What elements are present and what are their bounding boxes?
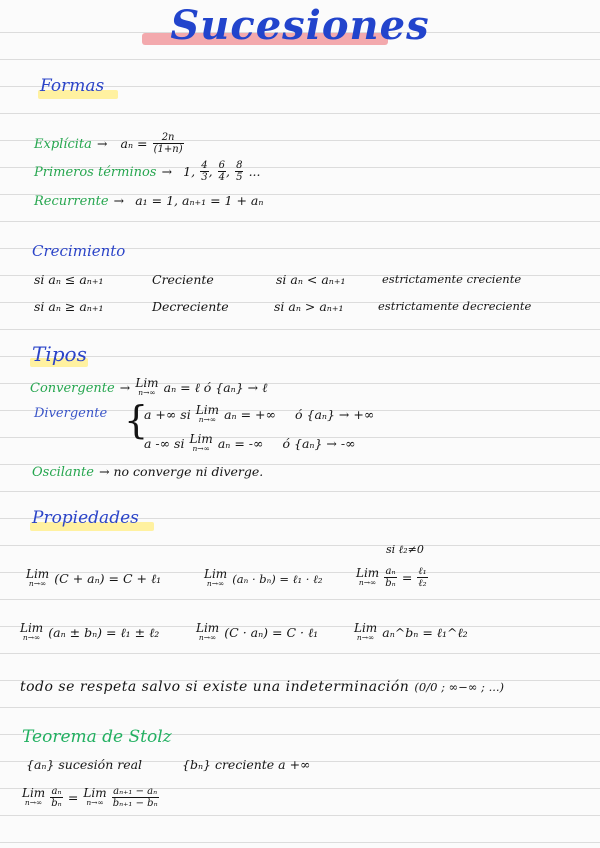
limit-subscript: n→∞ — [192, 443, 210, 453]
crecimiento-label-1: Creciente — [152, 272, 214, 287]
propiedad-2 — [204, 568, 322, 589]
primeros-label: Primeros términos — [34, 165, 157, 180]
fraction-numerator: aₙ₊₁ − aₙ — [113, 786, 158, 797]
fraction-numerator: 8 — [236, 160, 243, 171]
stolz-line-1a: {aₙ} sucesión real — [26, 757, 143, 772]
divergente-row-1 — [144, 404, 374, 425]
limit-subscript: n→∞ — [358, 577, 377, 587]
arrow: → — [119, 380, 131, 395]
limit-label: Lim — [22, 785, 46, 800]
propiedad-expr: (aₙ · bₙ) = ℓ₁ · ℓ₂ — [232, 572, 323, 586]
crecimiento-cond2-1: si aₙ < aₙ₊₁ — [276, 272, 346, 287]
propiedad-1 — [26, 568, 161, 589]
limit-subscript: n→∞ — [356, 632, 375, 642]
limit-label: Lim — [83, 785, 107, 800]
fraction-numerator: 2n — [153, 132, 184, 144]
fraction-numerator: aₙ — [51, 786, 62, 797]
limit-label: Lim — [356, 565, 380, 580]
propiedad-expr: (C · aₙ) = C · ℓ₁ — [224, 625, 319, 640]
propiedad-6 — [354, 622, 468, 643]
fraction-denominator: 4 — [218, 172, 226, 183]
footnote-text: todo se respeta salvo si existe una indeterminación — [20, 679, 410, 695]
tipos-heading: Tipos — [32, 342, 87, 366]
formas-heading: Formas — [40, 76, 105, 96]
limit-label: Lim — [195, 402, 219, 417]
term-fraction — [235, 160, 243, 183]
propiedad-expr: (aₙ ± bₙ) = ℓ₁ ± ℓ₂ — [48, 625, 160, 640]
limit-subscript: n→∞ — [198, 632, 217, 642]
convergente-label: Convergente — [30, 381, 115, 396]
propiedad-4 — [20, 622, 159, 643]
limit-label: Lim — [354, 620, 378, 635]
explicita-row — [34, 132, 184, 155]
fraction-denominator: bₙ — [385, 578, 396, 589]
recurrente-row — [34, 190, 263, 209]
propiedades-note: si ℓ₂≠0 — [386, 543, 424, 556]
divergente-pre: a +∞ si — [144, 407, 191, 422]
divergente-brace: { — [124, 398, 149, 442]
limit-subscript: n→∞ — [86, 797, 104, 807]
limit — [135, 375, 159, 398]
crecimiento-label-2: Decreciente — [152, 299, 229, 314]
limit-label: Lim — [204, 566, 228, 581]
crecimiento-heading: Crecimiento — [32, 242, 126, 260]
limit-subscript: n→∞ — [198, 414, 217, 424]
crecimiento-label2-1: estrictamente creciente — [382, 272, 522, 286]
stolz-fraction — [112, 786, 159, 809]
limit — [26, 566, 50, 589]
limit-subscript: n→∞ — [138, 387, 156, 397]
limit — [354, 620, 378, 643]
stolz-heading: Teorema de Stolz — [22, 727, 172, 747]
limit-label: Lim — [20, 620, 44, 635]
limit — [20, 620, 44, 643]
footnote-paren: (0/0 ; ∞−∞ ; ...) — [414, 680, 505, 694]
stolz-fraction — [50, 786, 62, 809]
limit — [356, 565, 380, 588]
limit-label: Lim — [189, 431, 213, 446]
fraction-denominator: 5 — [236, 172, 243, 183]
recurrente-value: a₁ = 1, aₙ₊₁ = 1 + aₙ — [135, 193, 264, 208]
crecimiento-cond-2: si aₙ ≥ aₙ₊₁ — [34, 299, 104, 314]
stolz-line-1b: {bₙ} creciente a +∞ — [182, 757, 311, 772]
primeros-row: Primeros términos → 1, $\frac{4}{3}$ , $\frac{6}{4}$ , $\frac{8}{5}$ ... — [34, 160, 261, 183]
recurrente-label: Recurrente — [34, 194, 109, 209]
divergente-row-2 — [144, 433, 355, 454]
limit-label: Lim — [135, 375, 159, 390]
limit — [189, 431, 213, 454]
term-fraction — [218, 160, 226, 183]
oscilante-text: → no converge ni diverge. — [99, 464, 264, 479]
explicita-label: Explícita — [34, 137, 92, 152]
propiedades-heading: Propiedades — [32, 508, 139, 528]
arrow: → — [96, 136, 108, 151]
limit-subscript: n→∞ — [22, 632, 41, 642]
fraction-denominator: bₙ₊₁ − bₙ — [112, 798, 158, 809]
crecimiento-cond-1: si aₙ ≤ aₙ₊₁ — [34, 272, 104, 287]
divergente-expr: aₙ = +∞ — [224, 407, 276, 422]
crecimiento-label2-2: estrictamente decreciente — [378, 299, 532, 313]
explicita-fraction — [153, 132, 184, 155]
primeros-start: 1, — [183, 164, 196, 179]
fraction-numerator: aₙ — [385, 566, 396, 577]
fraction-denominator: ℓ₂ — [418, 578, 427, 589]
divergente-pre: a -∞ si — [144, 436, 185, 451]
limit-label: Lim — [196, 620, 220, 635]
limit — [22, 785, 46, 808]
divergente-expr: aₙ = -∞ — [217, 436, 264, 451]
stolz-formula: Lim n→∞ $\frac{\text{aₙ}}{\text{bₙ}}$ = Lim n→∞ $\frac{\text{aₙ₊₁ − aₙ}}{\text{bₙ₊₁ − bₙ}}$ — [22, 785, 158, 809]
arrow: → — [161, 164, 173, 179]
propiedades-footnote — [20, 676, 504, 695]
propiedad-3: Lim n→∞ $\frac{\text{aₙ}}{\text{bₙ}}$ = $\frac{\text{ℓ₁}}{\text{ℓ₂}}$ — [356, 565, 427, 589]
fraction-denominator: bₙ — [51, 798, 62, 809]
propiedad-5 — [196, 622, 318, 643]
limit — [196, 620, 220, 643]
divergente-label: Divergente — [34, 406, 108, 421]
oscilante-label: Oscilante — [32, 465, 94, 480]
propiedad-fraction — [384, 566, 396, 589]
divergente-alt: ó {aₙ} → +∞ — [295, 407, 375, 422]
arrow: → — [113, 193, 125, 208]
term-fraction — [200, 160, 208, 183]
ellipsis: ... — [248, 164, 261, 179]
convergente-expr: aₙ = ℓ ó {aₙ} → ℓ — [163, 380, 268, 395]
convergente-row — [30, 377, 267, 398]
limit — [195, 402, 219, 425]
fraction-numerator: ℓ₁ — [418, 566, 427, 577]
limit-label: Lim — [26, 566, 50, 581]
fraction-numerator: 4 — [201, 160, 208, 171]
propiedad-expr: aₙ^bₙ = ℓ₁^ℓ₂ — [382, 625, 468, 640]
fraction-denominator: 3 — [201, 172, 208, 183]
propiedad-expr: (C + aₙ) = C + ℓ₁ — [54, 571, 162, 586]
limit — [204, 566, 228, 589]
limit-subscript: n→∞ — [24, 797, 43, 807]
divergente-alt: ó {aₙ} → -∞ — [282, 436, 356, 451]
oscilante-row — [32, 461, 263, 480]
propiedad-fraction — [417, 566, 427, 589]
page-title: Sucesiones — [170, 2, 430, 49]
fraction-numerator: 6 — [218, 160, 226, 171]
explicita-lhs: aₙ = — [120, 136, 148, 151]
limit-subscript: n→∞ — [206, 578, 225, 588]
limit-subscript: n→∞ — [28, 578, 47, 588]
fraction-denominator: (1+n) — [153, 144, 183, 155]
limit — [83, 785, 107, 808]
crecimiento-cond2-2: si aₙ > aₙ₊₁ — [274, 299, 344, 314]
